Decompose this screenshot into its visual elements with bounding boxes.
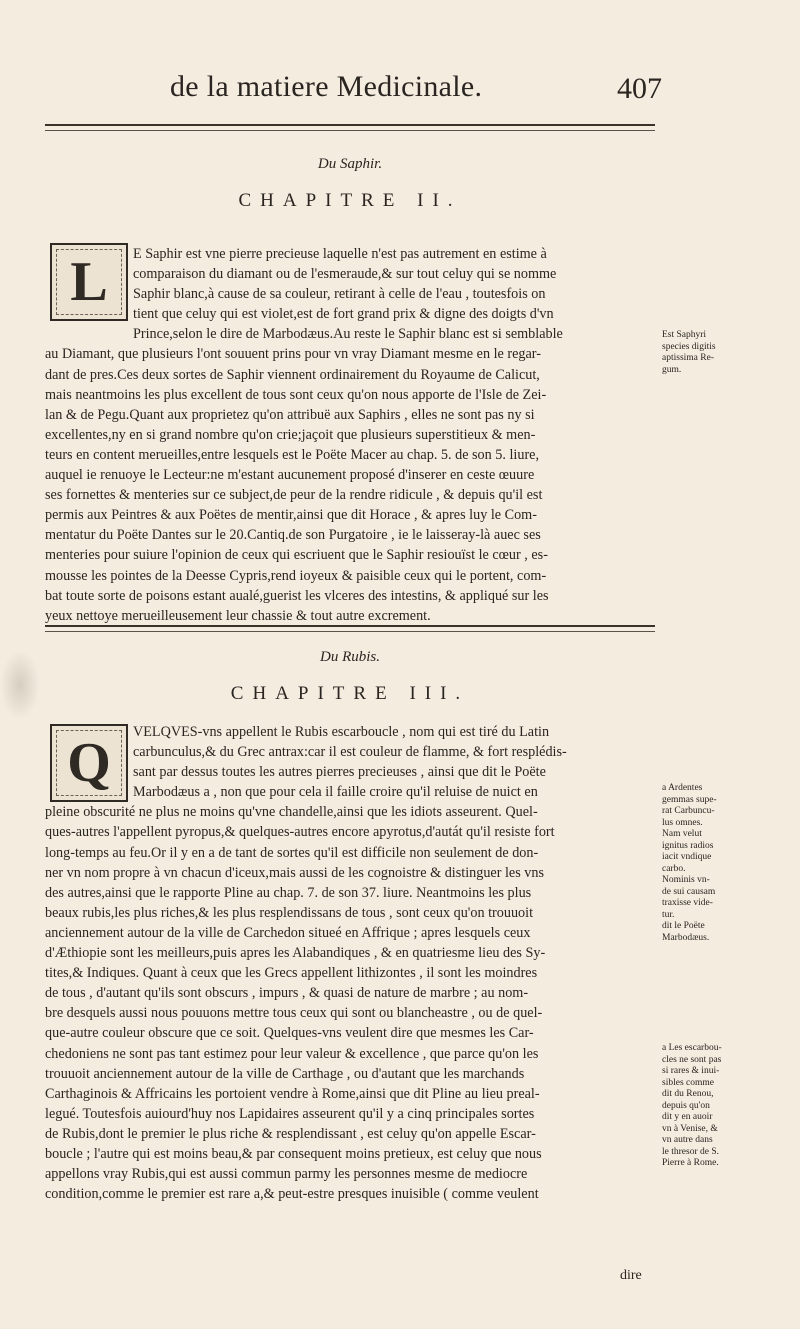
drop-cap-initial: L xyxy=(50,243,128,321)
text-line: comparaison du diamant ou de l'esmeraude,& sur tout celuy qui se nomme xyxy=(133,266,557,283)
section-title-saphir: Du Saphir. xyxy=(317,156,383,172)
margin-note-line: de sui causam xyxy=(662,886,716,897)
margin-note-line: aptissima Re- xyxy=(662,353,714,363)
margin-note-line: gum. xyxy=(662,364,682,375)
text-line: que-autre couleur obscure que ce soit. Quelques-vns veulent dire que mesmes les Car- xyxy=(45,1025,534,1042)
text-line: de tous , d'autant qu'ils sont obscurs , impurs , & quasi de nature de marbre ; au nom- xyxy=(45,985,529,1002)
text-line: condition,comme le premier est rare a,& peut-estre presques inuisible ( comme veulent xyxy=(45,1186,539,1203)
section-title-rubis: Du Rubis. xyxy=(320,649,380,665)
margin-note-line: dit le Poëte xyxy=(662,921,705,931)
margin-note-line: ignitus radios xyxy=(662,840,714,851)
text-line: legué. Toutesfois auiourd'huy nos Lapidaires asseurent qu'il y a cinq principales sortes xyxy=(45,1105,535,1122)
margin-note-escarboucles xyxy=(662,1043,752,1170)
margin-note-line: si rares & inui- xyxy=(662,1066,720,1076)
text-line: mais neantmoins les plus excellent de tous sont ceux qu'on nous apporte de l'Isle de Zei- xyxy=(45,386,547,403)
text-line: yeux nettoye merueilleusement leur chassie & tout autre excrement. xyxy=(45,607,431,624)
text-line: long-temps au feu.Or il y en a de tant de sortes qu'il est difficile non seulement de don- xyxy=(45,844,539,861)
text-line: tient que celuy qui est violet,est de fort grand prix & digne des doigts d'vn xyxy=(133,306,554,323)
text-line: teurs en content merueilles,entre lesquels est le Poëte Macer au chap. 5. de son 5. liure, xyxy=(45,446,540,463)
margin-note-line: lus omnes. xyxy=(662,817,703,828)
margin-note-line: cles ne sont pas xyxy=(662,1054,722,1065)
text-line: Carthaginois & Affricains les portoient vendre à Rome,ainsi que dit Pline au lieu preal- xyxy=(45,1085,540,1102)
running-head xyxy=(170,70,670,114)
text-line: Prince,selon le dire de Marbodæus.Au reste le Saphir blanc est si semblable xyxy=(133,326,563,343)
text-line: E Saphir est vne pierre precieuse laquelle n'est pas autrement en estime à xyxy=(133,246,547,262)
text-line: d'Æthiopie sont les meilleurs,puis apres les Alabandiques , & en quatriesme lieu des Sy- xyxy=(45,945,546,962)
text-line: bat toute sorte de poisons estant aualé,guerist les vlceres des intestins, & appliqué sur les xyxy=(45,587,549,604)
margin-note-line: iacit vndique xyxy=(662,852,712,862)
margin-note-line: a Ardentes xyxy=(662,783,703,793)
margin-note-line: le thresor de S. xyxy=(662,1146,719,1157)
catchword: dire xyxy=(620,1268,642,1283)
text-line: ses fornettes & menteries sur ce subject,de peur de la rendre ridicule , & depuis qu'il est xyxy=(45,487,543,504)
page-number: 407 xyxy=(617,72,662,105)
text-line: boucle ; l'autre qui est moins beau,& par consequent moins pretieux, est celuy que nous xyxy=(45,1145,542,1162)
margin-note-line: Marbodæus. xyxy=(662,932,710,943)
margin-note-line: sibles comme xyxy=(662,1077,714,1088)
margin-note-line: Pierre à Rome. xyxy=(662,1158,719,1168)
header-rule xyxy=(45,124,655,131)
margin-note-line: gemmas supe- xyxy=(662,794,717,805)
text-line: excellentes,ny en si grand nombre qu'on crie;jaçoit que plusieurs superstitieux & men- xyxy=(45,426,536,443)
margin-note-line: vn autre dans xyxy=(662,1135,713,1145)
margin-note-line: carbo. xyxy=(662,863,686,874)
margin-note-line: Nominis vn- xyxy=(662,875,710,885)
margin-note-line: dit y en auoir xyxy=(662,1112,713,1122)
text-line: de Rubis,dont le premier le plus riche & resplendissant , est celuy qu'on appelle Escar- xyxy=(45,1125,536,1142)
text-line: au Diamant, que plusieurs l'ont souuent prins pour vn vray Diamant mesme en le regar- xyxy=(45,346,541,363)
text-line: sant par dessus toutes les autres pierres precieuses , ainsi que dit le Poëte xyxy=(133,764,546,781)
margin-note-saphir xyxy=(662,330,752,376)
text-line: mentatur du Poëte Dantes sur le 20.Cantiq.de son Purgatoire , ie le laisseray-là auec ses xyxy=(45,527,541,544)
margin-note-line: dit du Renou, xyxy=(662,1089,714,1099)
text-line: bre desquels aussi nous pouuons mettre tous ceux qui sont ou blancheastre , ou de quel- xyxy=(45,1005,543,1022)
text-line: carbunculus,& du Grec antrax:car il est couleur de flamme, & fort resplédis- xyxy=(133,744,567,761)
margin-note-line: rat Carbuncu- xyxy=(662,806,715,816)
text-line: lan & de Pegu.Quant aux proprietez qu'on attribuë aux Saphirs , elles ne sont pas ny si xyxy=(45,406,535,423)
text-line: chedoniens ne sont pas tant estimez pour leur valeur & excellence , que parce qu'on les xyxy=(45,1045,539,1062)
text-line: trouuoit anciennement autour de la ville de Carthage , ou d'autant que les marchands xyxy=(45,1065,525,1082)
text-line: ner vn nom propre à vn chacun d'iceux,mais aussi de les cognoistre & distinguer les vns xyxy=(45,864,545,881)
drop-cap-initial: Q xyxy=(50,724,128,802)
text-line: beaux rubis,les plus riches,& les plus resplendissans de tous , sont ceux qu'on trouuoit xyxy=(45,904,534,921)
text-line: VELQVES-vns appellent le Rubis escarboucle , nom qui est tiré du Latin xyxy=(133,724,550,740)
margin-note-line: Nam velut xyxy=(662,829,702,839)
margin-note-line: species digitis xyxy=(662,341,716,352)
section-rule xyxy=(45,625,655,632)
text-line: appellons vray Rubis,qui est aussi commun parmy les personnes mesme de mediocre xyxy=(45,1166,528,1183)
margin-note-line: a Les escarbou- xyxy=(662,1043,722,1053)
text-line: Marbodæus a , non que pour cela il faille croire qu'il reluise de nuict en xyxy=(133,784,538,801)
chapter-2-body xyxy=(45,244,657,626)
margin-note-line: traxisse vide- xyxy=(662,898,713,908)
text-line: mousse les pointes de la Deesse Cypris,rend ioyeux & paisible ceux qui le portent, com- xyxy=(45,567,547,584)
text-line: anciennement autour de la ville de Carchedon situeé en Affrique ; apres lesquels ceux xyxy=(45,924,531,941)
text-line: ques-autres l'appellent pyropus,& quelques-autres encore apyrotus,d'autát qu'il resiste fort xyxy=(45,824,555,841)
chapter-label-2: CHAPITRE II. xyxy=(238,190,462,211)
text-line: pleine obscurité ne plus ne moins qu'vne chandelle,ainsi que les idiots asseurent. Quel- xyxy=(45,804,538,821)
text-line: auquel ie renuoye le Lecteur:ne m'estant aucunement proposé d'inserer en ceste œuure xyxy=(45,467,535,484)
text-line: permis aux Peintres & aux Poëtes de mentir,ainsi que dit Horace , & apres luy le Com- xyxy=(45,507,537,524)
margin-note-ardentes xyxy=(662,783,752,944)
text-line: menteries pour suiure l'opinion de ceux qui escriuent que le Saphir resiouïst le cœur , es- xyxy=(45,547,548,564)
margin-note-line: tur. xyxy=(662,909,675,920)
chapter-label-3: CHAPITRE III. xyxy=(230,683,470,704)
text-line: tites,& Indiques. Quant à ceux que les Grecs appellent lithizontes , il sont les moindres xyxy=(45,965,538,982)
text-line: dant de pres.Ces deux sortes de Saphir viennent ordinairement du Royaume de Calicut, xyxy=(45,366,540,383)
running-head-title: de la matiere Medicinale. xyxy=(170,70,483,103)
chapter-3-body xyxy=(45,722,657,1204)
text-line: des autres,ainsi que le rapporte Pline au chap. 7. de son 37. liure. Neantmoins les plus xyxy=(45,884,532,901)
margin-note-line: Est Saphyri xyxy=(662,330,707,340)
text-line: Saphir blanc,à cause de sa couleur, retirant à celle de l'eau , toutesfois on xyxy=(133,286,546,303)
margin-note-line: vn à Venise, & xyxy=(662,1123,718,1134)
margin-note-line: depuis qu'on xyxy=(662,1100,710,1111)
